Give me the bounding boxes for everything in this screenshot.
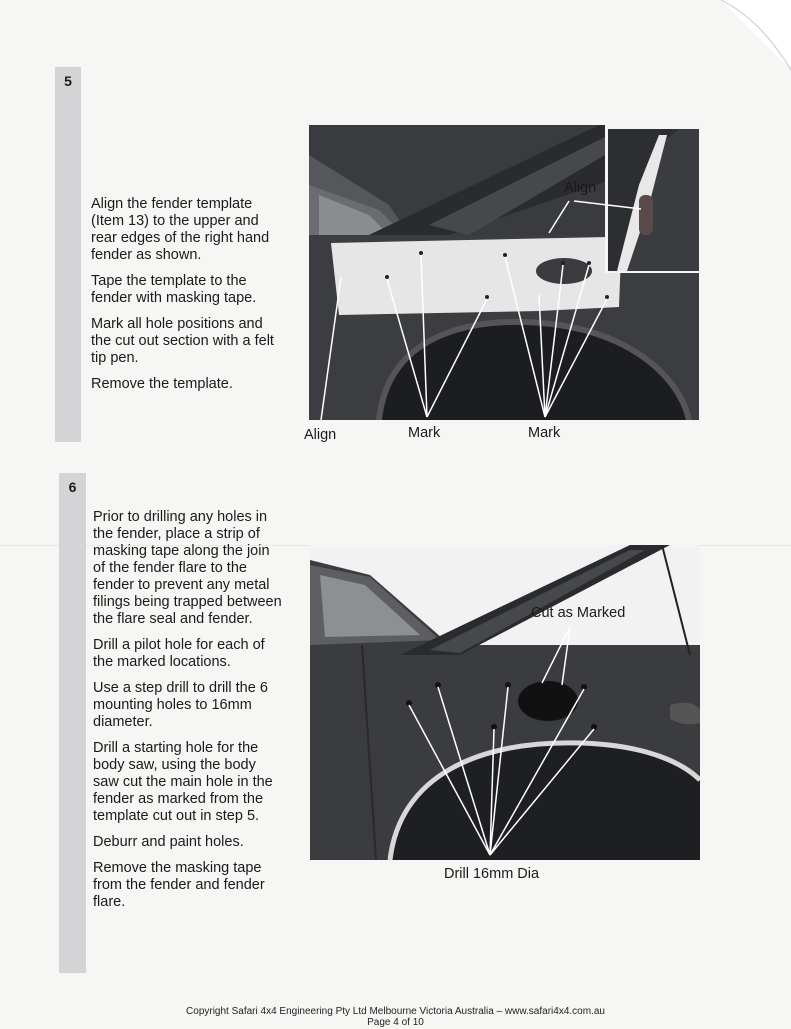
step-6-paragraph: Prior to drilling any holes in the fender, place a strip of masking tape along the join of the fender flare to the fender to prevent any metal filings being trapped between the flare seal and fender. <box>93 509 282 627</box>
step-6-paragraph: Use a step drill to drill the 6 mounting holes to 16mm diameter. <box>93 680 268 730</box>
step-5-paragraph: Mark all hole positions and the cut out section with a felt tip pen. <box>91 316 274 366</box>
step-5-number: 5 <box>64 73 72 89</box>
step-5-instructions <box>91 196 281 402</box>
step-6-bar <box>59 473 86 973</box>
label-cut-as-marked: Cut as Marked <box>531 605 626 621</box>
step-5-bar <box>55 67 81 442</box>
step-6-photo-drawing <box>310 545 700 860</box>
step-6-paragraph: Drill a starting hole for the body saw, using the body saw cut the main hole in the fender as marked from the template cut out in step 5. <box>93 740 273 824</box>
step-5-paragraph: Tape the template to the fender with masking tape. <box>91 273 257 306</box>
step-6-paragraph: Remove the masking tape from the fender and fender flare. <box>93 860 265 910</box>
step-6-paragraph: Drill a pilot hole for each of the marked locations. <box>93 637 265 670</box>
step-5-photo <box>309 125 699 420</box>
step-5-paragraph: Align the fender template (Item 13) to the upper and rear edges of the right hand fender as shown. <box>91 196 270 263</box>
label-mark-right: Mark <box>528 425 561 441</box>
page-corner-fold <box>721 0 791 70</box>
label-mark-left: Mark <box>408 425 441 441</box>
step-6-instructions <box>93 509 283 920</box>
step-6-number: 6 <box>68 479 77 495</box>
step-6-photo <box>310 545 700 860</box>
footer-page-number: Page 4 of 10 <box>367 1017 424 1028</box>
footer-copyright: Copyright Safari 4x4 Engineering Pty Ltd Melbourne Victoria Australia – www.safari4x4.com.au <box>186 1006 605 1017</box>
label-align-bottom: Align <box>304 427 337 443</box>
step-5-photo-drawing <box>309 125 699 420</box>
label-drill-16mm: Drill 16mm Dia <box>444 866 540 882</box>
step-5-paragraph: Remove the template. <box>91 376 233 392</box>
label-align-top: Align <box>564 180 597 196</box>
step-6-paragraph: Deburr and paint holes. <box>93 834 244 850</box>
